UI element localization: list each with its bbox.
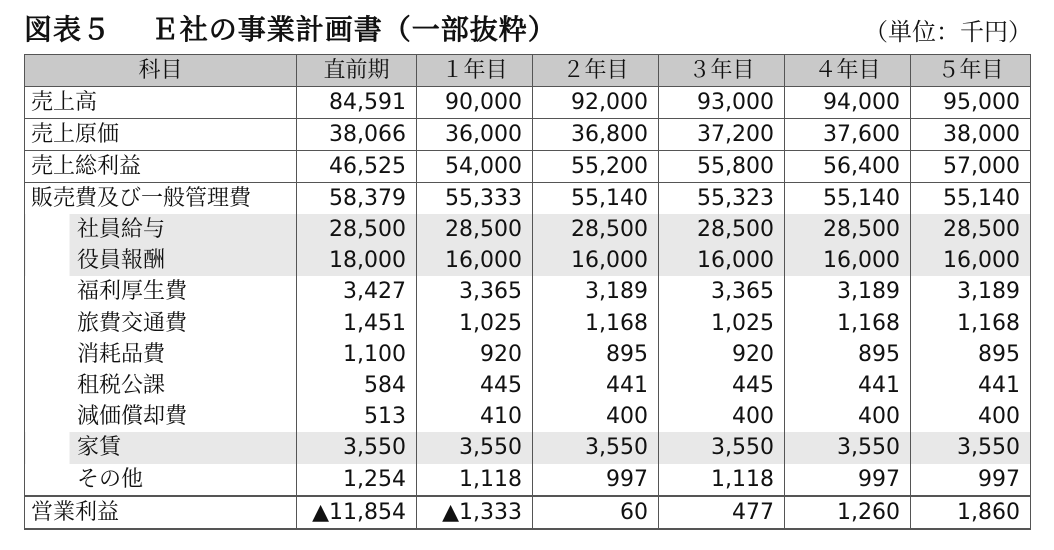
cell-value: 997 — [533, 464, 659, 496]
cell-value: 445 — [417, 370, 533, 401]
row-label: 販売費及び一般管理費 — [25, 183, 297, 215]
cell-value: 28,500 — [417, 214, 533, 245]
cell-value: 895 — [911, 339, 1031, 370]
cell-value: 3,550 — [417, 432, 533, 463]
cell-value: 920 — [659, 339, 785, 370]
cell-value: 36,000 — [417, 119, 533, 151]
row-label: 役員報酬 — [25, 245, 297, 276]
row-label: 営業利益 — [25, 496, 297, 529]
cell-value: 55,140 — [785, 183, 911, 215]
column-header-year-1: １年目 — [417, 55, 533, 87]
cell-value: 3,189 — [785, 276, 911, 307]
table-row-consumables — [25, 339, 1031, 370]
table-row-gross-profit — [25, 151, 1031, 183]
cell-value: 3,189 — [533, 276, 659, 307]
cell-value: 400 — [911, 401, 1031, 432]
cell-value: 1,118 — [417, 464, 533, 496]
table-row-operating-income — [25, 496, 1031, 529]
cell-value: 3,550 — [533, 432, 659, 463]
row-label: 社員給与 — [25, 214, 297, 245]
column-header-year-4: ４年目 — [785, 55, 911, 87]
cell-value: 1,100 — [297, 339, 417, 370]
cell-value: 1,168 — [911, 308, 1031, 339]
cell-value: 56,400 — [785, 151, 911, 183]
figure-title: 図表５ Ｅ社の事業計画書（一部抜粋） — [24, 13, 557, 46]
row-label: 減価償却費 — [25, 401, 297, 432]
cell-value: 895 — [785, 339, 911, 370]
table-row-other — [25, 464, 1031, 496]
cell-value: 3,550 — [785, 432, 911, 463]
cell-value: 997 — [911, 464, 1031, 496]
row-label: 租税公課 — [25, 370, 297, 401]
table-row-depreciation — [25, 401, 1031, 432]
table-row-travel — [25, 308, 1031, 339]
table-row-employee-salaries — [25, 214, 1031, 245]
cell-value: 18,000 — [297, 245, 417, 276]
column-header-prior-period: 直前期 — [297, 55, 417, 87]
cell-value: 55,800 — [659, 151, 785, 183]
table-row-cost-of-sales — [25, 119, 1031, 151]
cell-value: 400 — [785, 401, 911, 432]
cell-value: 3,427 — [297, 276, 417, 307]
cell-value: 28,500 — [533, 214, 659, 245]
cell-value: 55,140 — [911, 183, 1031, 215]
cell-value: 997 — [785, 464, 911, 496]
cell-value: 3,365 — [417, 276, 533, 307]
column-header-year-5: ５年目 — [911, 55, 1031, 87]
cell-value: 95,000 — [911, 87, 1031, 119]
column-header-year-3: ３年目 — [659, 55, 785, 87]
cell-value: 94,000 — [785, 87, 911, 119]
cell-value: 38,066 — [297, 119, 417, 151]
table-row-executive-compensation — [25, 245, 1031, 276]
cell-value: 55,200 — [533, 151, 659, 183]
cell-value: 36,800 — [533, 119, 659, 151]
cell-value: 55,323 — [659, 183, 785, 215]
cell-value: 46,525 — [297, 151, 417, 183]
cell-value: 1,025 — [659, 308, 785, 339]
cell-value: 895 — [533, 339, 659, 370]
cell-value: 16,000 — [659, 245, 785, 276]
cell-value: 477 — [659, 496, 785, 529]
cell-value: 16,000 — [785, 245, 911, 276]
cell-value: 28,500 — [911, 214, 1031, 245]
cell-value: ▲11,854 — [297, 496, 417, 529]
table-header-row — [25, 55, 1031, 87]
cell-value: 37,200 — [659, 119, 785, 151]
cell-value: 1,025 — [417, 308, 533, 339]
cell-value: 16,000 — [533, 245, 659, 276]
column-header-year-2: ２年目 — [533, 55, 659, 87]
table-row-sga — [25, 183, 1031, 215]
cell-value: 58,379 — [297, 183, 417, 215]
row-label: 売上原価 — [25, 119, 297, 151]
cell-value: 584 — [297, 370, 417, 401]
table-row-sales — [25, 87, 1031, 119]
unit-label: （単位：千円） — [864, 18, 1032, 46]
cell-value: 1,254 — [297, 464, 417, 496]
cell-value: 92,000 — [533, 87, 659, 119]
cell-value: 1,260 — [785, 496, 911, 529]
cell-value: 28,500 — [659, 214, 785, 245]
cell-value: 28,500 — [785, 214, 911, 245]
cell-value: ▲1,333 — [417, 496, 533, 529]
row-label: その他 — [25, 464, 297, 496]
cell-value: 3,365 — [659, 276, 785, 307]
cell-value: 410 — [417, 401, 533, 432]
cell-value: 93,000 — [659, 87, 785, 119]
cell-value: 38,000 — [911, 119, 1031, 151]
cell-value: 1,168 — [533, 308, 659, 339]
row-label: 売上高 — [25, 87, 297, 119]
business-plan-table — [24, 54, 1031, 530]
cell-value: 400 — [533, 401, 659, 432]
cell-value: 3,550 — [911, 432, 1031, 463]
cell-value: 55,333 — [417, 183, 533, 215]
cell-value: 3,189 — [911, 276, 1031, 307]
cell-value: 1,860 — [911, 496, 1031, 529]
cell-value: 90,000 — [417, 87, 533, 119]
cell-value: 1,118 — [659, 464, 785, 496]
cell-value: 920 — [417, 339, 533, 370]
cell-value: 84,591 — [297, 87, 417, 119]
cell-value: 60 — [533, 496, 659, 529]
figure-header — [0, 0, 1054, 52]
row-label: 売上総利益 — [25, 151, 297, 183]
cell-value: 441 — [533, 370, 659, 401]
row-label: 消耗品費 — [25, 339, 297, 370]
cell-value: 445 — [659, 370, 785, 401]
cell-value: 441 — [785, 370, 911, 401]
row-label: 福利厚生費 — [25, 276, 297, 307]
row-label: 旅費交通費 — [25, 308, 297, 339]
cell-value: 3,550 — [297, 432, 417, 463]
cell-value: 441 — [911, 370, 1031, 401]
column-header-account: 科目 — [25, 55, 297, 87]
cell-value: 16,000 — [911, 245, 1031, 276]
cell-value: 55,140 — [533, 183, 659, 215]
cell-value: 16,000 — [417, 245, 533, 276]
cell-value: 28,500 — [297, 214, 417, 245]
table-row-rent — [25, 432, 1031, 463]
row-label: 家賃 — [25, 432, 297, 463]
table-row-taxes — [25, 370, 1031, 401]
cell-value: 400 — [659, 401, 785, 432]
cell-value: 1,451 — [297, 308, 417, 339]
table-row-welfare — [25, 276, 1031, 307]
cell-value: 513 — [297, 401, 417, 432]
cell-value: 37,600 — [785, 119, 911, 151]
cell-value: 57,000 — [911, 151, 1031, 183]
cell-value: 1,168 — [785, 308, 911, 339]
cell-value: 3,550 — [659, 432, 785, 463]
cell-value: 54,000 — [417, 151, 533, 183]
